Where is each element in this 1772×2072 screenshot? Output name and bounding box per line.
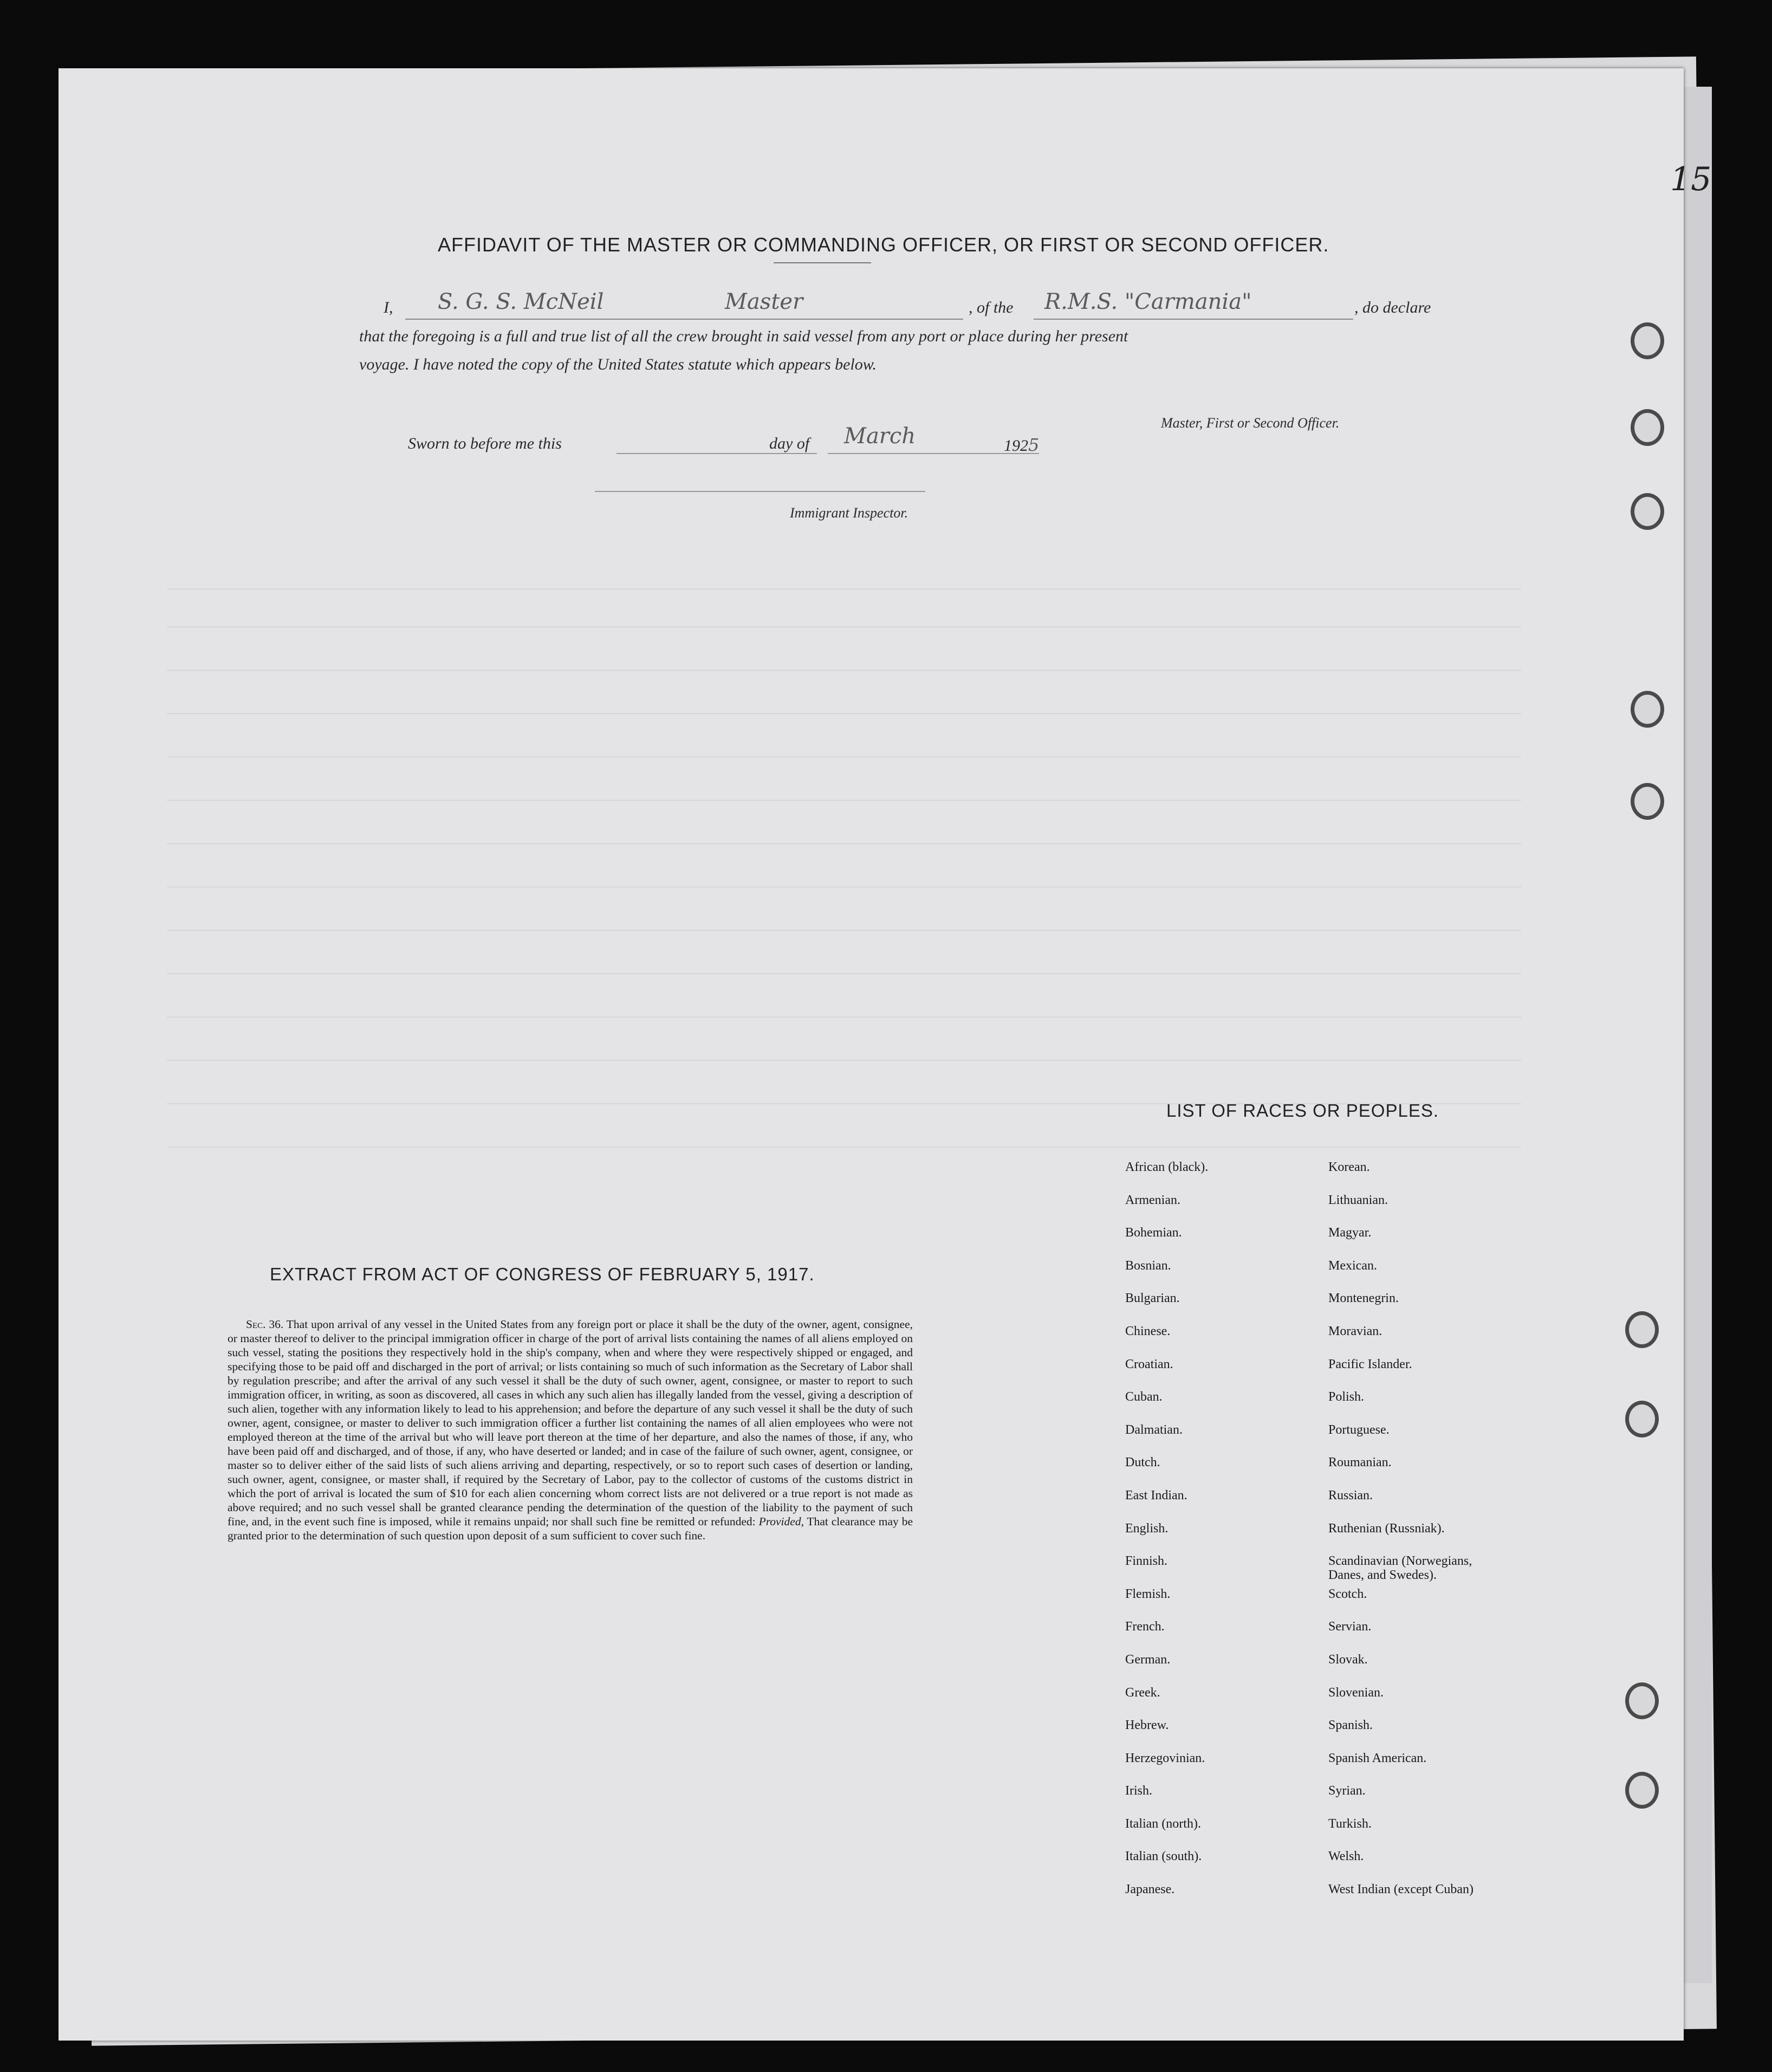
- race-item: Servian.: [1328, 1620, 1372, 1634]
- race-item: Dutch.: [1125, 1455, 1160, 1470]
- bleed-through-line: [167, 843, 1521, 844]
- race-item: Magyar.: [1328, 1226, 1372, 1240]
- race-item: Irish.: [1125, 1784, 1152, 1798]
- bleed-through-line: [167, 670, 1521, 671]
- races-left-column: [1125, 1160, 1304, 1915]
- binder-ring: [1625, 1772, 1659, 1809]
- race-item: Spanish American.: [1328, 1751, 1427, 1765]
- inspector-blank: [595, 491, 925, 492]
- race-item: Hebrew.: [1125, 1718, 1169, 1733]
- affidavit-line-2: that the foregoing is a full and true list of all the crew brought in said vessel from any port or place during her present: [359, 327, 1128, 345]
- race-item: Greek.: [1125, 1685, 1160, 1700]
- year-prefix: 192: [1004, 437, 1028, 455]
- bleed-through-line: [167, 930, 1521, 931]
- race-item: Turkish.: [1328, 1816, 1372, 1831]
- race-item: Bulgarian.: [1125, 1291, 1180, 1306]
- bleed-through-line: [167, 713, 1521, 714]
- races-title: LIST OF RACES OR PEOPLES.: [1166, 1100, 1439, 1121]
- race-item: Scotch.: [1328, 1587, 1367, 1601]
- race-item: Mexican.: [1328, 1258, 1377, 1273]
- affidavit-pronoun: I,: [384, 299, 393, 316]
- races-right-column: [1328, 1160, 1545, 1915]
- sworn-month: March: [844, 424, 916, 449]
- race-item: Spanish.: [1328, 1718, 1373, 1733]
- binder-ring: [1625, 1311, 1659, 1348]
- bleed-through-line: [167, 973, 1521, 974]
- year-digit: 5: [1028, 435, 1040, 455]
- race-item: Chinese.: [1125, 1324, 1171, 1338]
- bleed-through-line: [167, 1060, 1521, 1061]
- affidavit-title: AFFIDAVIT OF THE MASTER OR COMMANDING OFFICER, OR FIRST OR SECOND OFFICER.: [438, 234, 1329, 256]
- race-item: Lithuanian.: [1328, 1193, 1388, 1207]
- race-item: Italian (north).: [1125, 1816, 1201, 1831]
- race-item: Bohemian.: [1125, 1226, 1182, 1240]
- day-of-text: day of: [769, 435, 810, 452]
- race-item: Herzegovinian.: [1125, 1751, 1205, 1765]
- extract-body: [228, 1317, 913, 1543]
- vessel-name: R.M.S. "Carmania": [1044, 289, 1252, 314]
- race-item: Pacific Islander.: [1328, 1357, 1412, 1371]
- bleed-through-line: [167, 886, 1521, 888]
- race-item: Flemish.: [1125, 1587, 1171, 1601]
- bleed-through-line: [167, 756, 1521, 757]
- bleed-through-line: [167, 1016, 1521, 1018]
- race-item: English.: [1125, 1521, 1169, 1536]
- race-item: African (black).: [1125, 1160, 1209, 1174]
- binder-ring: [1625, 1401, 1659, 1438]
- name-blank: [405, 319, 963, 320]
- inspector-caption: Immigrant Inspector.: [790, 505, 908, 521]
- binder-ring: [1631, 691, 1664, 728]
- race-item: East Indian.: [1125, 1488, 1187, 1503]
- of-the-text: , of the: [969, 299, 1014, 316]
- bleed-through-line: [167, 626, 1521, 627]
- master-rank: Master: [725, 289, 803, 314]
- race-item: Slovenian.: [1328, 1685, 1384, 1700]
- binder-ring: [1631, 783, 1664, 820]
- section-label: Sec. 36.: [246, 1318, 284, 1331]
- do-declare-text: , do declare: [1354, 299, 1431, 316]
- binder-ring: [1625, 1682, 1659, 1719]
- sworn-text: Sworn to before me this: [408, 435, 562, 452]
- race-item: Moravian.: [1328, 1324, 1382, 1338]
- race-item: Syrian.: [1328, 1784, 1366, 1798]
- race-item: Portuguese.: [1328, 1422, 1390, 1437]
- race-item: Scandinavian (Norwegians, Danes, and Swedes).: [1328, 1554, 1472, 1583]
- binder-ring: [1631, 409, 1664, 446]
- master-name: S. G. S. McNeil: [438, 289, 604, 314]
- section-text: That upon arrival of any vessel in the United States from any foreign port or place it shall be the duty of the owner, agent, consignee, or master thereof to deliver to the principal immigration officer in charge of the port of arrival lists containing the names of all aliens employed on such vessel, stating the positions they respectively hold in the ship's company, when and where they were respectively shipped or engaged, and specifying those to be paid off and discharged in the port of arrival; or lists containing so much of such information as the Secretary of Labor shall by regulation prescribe; and after the arrival of any such vessel it shall be the duty of such owner, agent, consignee, or master to report to such immigration officer, in writing, as soon as discovered, all cases in which any such alien has illegally landed from the vessel, giving a description of such alien, together with any information likely to lead to his apprehension; and before the departure of any such vessel it shall be the duty of such owner, agent, consignee, or master to deliver to such immigration officer a further list containing the names of all alien employees who were not employed thereon at the time of the arrival but who will leave port thereon at the time of her departure, and also the names of those, if any, who have been paid off and discharged, and of those, if any, who have deserted or landed; and in case of the failure of such owner, agent, consignee, or master so to deliver either of the said lists of such aliens arriving and departing, respectively, or so to report such cases of desertion or landing, such owner, agent, consignee, or master shall, if required by the Secretary of Labor, pay to the collector of customs of the customs district in which the port of arrival is located the sum of $10 for each alien concerning whom correct lists are not delivered or a true report is not made as above required; and no such vessel shall be granted clearance pending the determination of the question of the liability to the payment of such fine, and, in the event such fine is imposed, while it remains unpaid; nor shall such fine be remitted or refunded:: [228, 1318, 913, 1528]
- binder-ring: [1631, 493, 1664, 530]
- page-number: 15: [1670, 160, 1712, 198]
- section-text-end: That clearance may be granted prior to the determination of such question upon deposit of a sum sufficient to cover such fine.: [228, 1515, 913, 1542]
- race-item: Russian.: [1328, 1488, 1373, 1503]
- race-item: Japanese.: [1125, 1882, 1175, 1897]
- race-item: Polish.: [1328, 1390, 1365, 1404]
- race-item: Bosnian.: [1125, 1258, 1171, 1273]
- extract-title: EXTRACT FROM ACT OF CONGRESS OF FEBRUARY 5, 1917.: [270, 1264, 815, 1284]
- race-item: Ruthenian (Russniak).: [1328, 1521, 1445, 1536]
- provided-label: Provided,: [758, 1515, 804, 1528]
- bleed-through-line: [167, 800, 1521, 801]
- sworn-day-blank: [616, 453, 817, 454]
- affidavit-line-3: voyage. I have noted the copy of the United States statute which appears below.: [359, 355, 877, 373]
- bleed-through-line: [167, 588, 1521, 590]
- signature-caption: Master, First or Second Officer.: [1161, 415, 1340, 431]
- sworn-year: [1004, 435, 1039, 455]
- race-item: Armenian.: [1125, 1193, 1180, 1207]
- race-item: French.: [1125, 1620, 1165, 1634]
- race-item: Italian (south).: [1125, 1849, 1202, 1864]
- race-item: West Indian (except Cuban): [1328, 1882, 1474, 1897]
- race-item: Dalmatian.: [1125, 1422, 1183, 1437]
- race-item: Cuban.: [1125, 1390, 1163, 1404]
- race-item: Roumanian.: [1328, 1455, 1392, 1470]
- race-item: Finnish.: [1125, 1554, 1168, 1569]
- race-item: Slovak.: [1328, 1652, 1368, 1667]
- race-item: Korean.: [1328, 1160, 1370, 1174]
- binder-ring: [1631, 322, 1664, 359]
- affidavit-title-rule: [774, 262, 871, 263]
- manifest-page: [59, 68, 1712, 2041]
- race-item: German.: [1125, 1652, 1171, 1667]
- race-item: Croatian.: [1125, 1357, 1173, 1371]
- race-item: Montenegrin.: [1328, 1291, 1399, 1306]
- vessel-blank: [1034, 319, 1353, 320]
- bleed-through-line: [167, 1147, 1521, 1148]
- race-item: Welsh.: [1328, 1849, 1364, 1864]
